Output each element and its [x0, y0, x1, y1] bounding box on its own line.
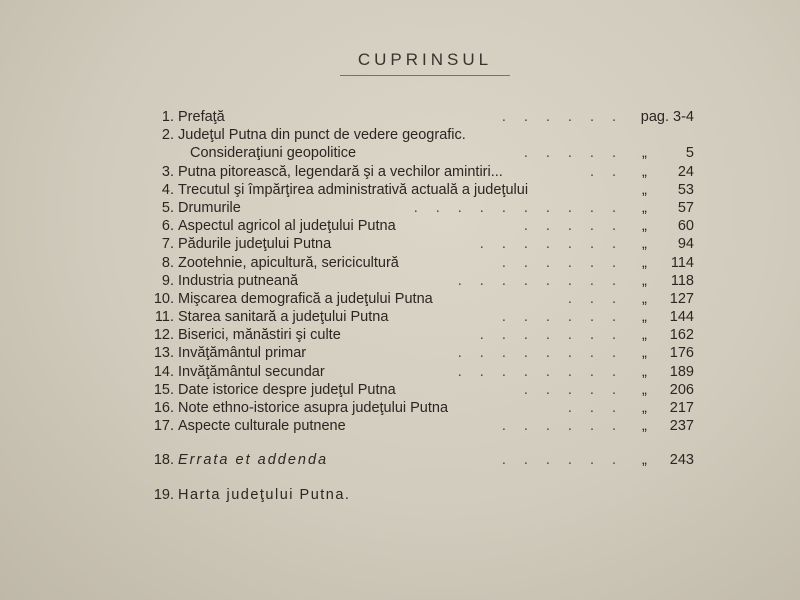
- entry-title: Date istorice despre judeţul Putna: [178, 381, 396, 398]
- entry-page: „ 237: [642, 418, 694, 435]
- entry-title: Invăţământul secundar: [178, 363, 325, 380]
- dot-leader: ........: [457, 345, 634, 362]
- toc-entry: [140, 163, 700, 181]
- toc-entry: [140, 326, 700, 344]
- toc-entry: [140, 417, 700, 435]
- dot-leader: ......: [501, 418, 634, 435]
- dot-leader: ..: [589, 163, 634, 180]
- toc-entry: [140, 254, 700, 272]
- entry-title: Judeţul Putna din punct de vedere geografic.: [178, 127, 466, 144]
- section-gap: [140, 435, 700, 451]
- entry-page: „ 118: [642, 272, 694, 289]
- entry-number: 11.: [154, 309, 174, 326]
- entry-page: „ 127: [642, 290, 694, 307]
- entry-title: Industria putneană: [178, 272, 299, 289]
- entry-title: Trecutul şi împărţirea administrativă actuală a judeţului: [178, 181, 529, 198]
- entry-page: „ 243: [642, 452, 694, 469]
- entry-page: „ 189: [642, 363, 694, 380]
- dot-leader: ......: [501, 254, 634, 271]
- dot-leader: ........: [457, 363, 634, 380]
- dot-leader: ......: [501, 309, 634, 326]
- entry-number: 9.: [161, 272, 174, 289]
- dot-leader: .....: [523, 218, 634, 235]
- toc-entry: [140, 290, 700, 308]
- entry-number: 6.: [161, 218, 174, 235]
- entry-number: 12.: [153, 327, 174, 344]
- entry-title: Prefaţă: [178, 109, 225, 125]
- dot-leader: ......: [501, 109, 634, 125]
- toc-entry: [140, 235, 700, 253]
- entry-number: 8.: [161, 254, 174, 271]
- toc-entry: [140, 217, 700, 235]
- entry-number: 5.: [161, 199, 174, 216]
- entry-title: Zootehnie, apicultură, sericicultură: [178, 254, 399, 271]
- entry-number: 19.: [153, 486, 174, 503]
- dot-leader: ........: [457, 272, 634, 289]
- toc-entry: [140, 486, 700, 504]
- dot-leader: ......: [501, 452, 634, 469]
- toc-entry: [140, 126, 700, 144]
- toc-entry: [140, 308, 700, 326]
- entry-title: Biserici, mănăstiri şi culte: [178, 327, 341, 344]
- entry-page: „ 176: [642, 345, 694, 362]
- entry-number: 14.: [153, 363, 174, 380]
- toc-entry: [140, 108, 700, 126]
- entry-page: „ 57: [642, 199, 694, 216]
- entry-number: 10.: [153, 290, 174, 307]
- entry-title: Consideraţiuni geopolitice: [190, 145, 357, 162]
- entry-number: 13.: [153, 345, 174, 362]
- entry-number: 18.: [153, 452, 174, 469]
- entry-page: pag. 3-4: [640, 109, 694, 125]
- entry-page: „ 24: [642, 163, 694, 180]
- table-of-contents: [140, 108, 700, 504]
- toc-entry: [140, 181, 700, 199]
- entry-number: 17.: [153, 418, 174, 435]
- entry-page: „ 94: [642, 236, 694, 253]
- dot-leader: ...: [567, 400, 634, 416]
- entry-number: 3.: [161, 163, 174, 180]
- entry-page: „ 114: [642, 254, 694, 271]
- entry-title: Invăţământul primar: [178, 345, 307, 362]
- entry-title: Aspectul agricol al judeţului Putna: [178, 218, 396, 235]
- entry-page: „ 144: [642, 309, 694, 326]
- dot-leader: ..........: [413, 199, 634, 216]
- entry-page: „ 60: [642, 218, 694, 235]
- dot-leader: .....: [523, 381, 634, 398]
- toc-entry: [140, 272, 700, 290]
- entry-title: Starea sanitară a judeţului Putna: [178, 309, 389, 326]
- entry-title: Aspecte culturale putnene: [178, 418, 346, 435]
- dot-leader: .......: [479, 327, 634, 344]
- toc-entry: [140, 344, 700, 362]
- entry-page: „ 206: [642, 381, 694, 398]
- entry-number: 1.: [161, 109, 174, 125]
- entry-page: „ 162: [642, 327, 694, 344]
- entry-number: 16.: [153, 400, 174, 416]
- dot-leader: .....: [523, 145, 634, 162]
- entry-number: 7.: [161, 236, 174, 253]
- entry-page: „ 5: [642, 145, 694, 162]
- toc-entry: [140, 363, 700, 381]
- entry-title: Note ethno-istorice asupra judeţului Putna: [178, 400, 449, 416]
- section-gap: [140, 470, 700, 486]
- entry-title: Errata et addenda: [178, 452, 329, 469]
- entry-title: Pădurile judeţului Putna: [178, 236, 332, 253]
- toc-entry: [140, 399, 700, 417]
- entry-number: 15.: [153, 381, 174, 398]
- entry-title: Mişcarea demografică a judeţului Putna: [178, 290, 433, 307]
- title-underline: [340, 75, 510, 76]
- dot-leader: ...: [567, 290, 634, 307]
- entry-page: „ 217: [642, 400, 694, 416]
- toc-entry: [140, 199, 700, 217]
- toc-entry: [140, 451, 700, 469]
- entry-title: Putna pitorească, legendară şi a vechilor amintiri...: [178, 163, 503, 180]
- entry-title: Drumurile: [178, 199, 241, 216]
- entry-number: 4.: [161, 181, 174, 198]
- entry-page: „ 53: [642, 181, 694, 198]
- page-title: CUPRINSUL: [357, 50, 493, 69]
- toc-entry: [140, 381, 700, 399]
- dot-leader: .......: [479, 236, 634, 253]
- toc-entry: [140, 144, 700, 162]
- entry-title: Harta judeţului Putna.: [178, 486, 351, 503]
- entry-number: 2.: [161, 127, 174, 144]
